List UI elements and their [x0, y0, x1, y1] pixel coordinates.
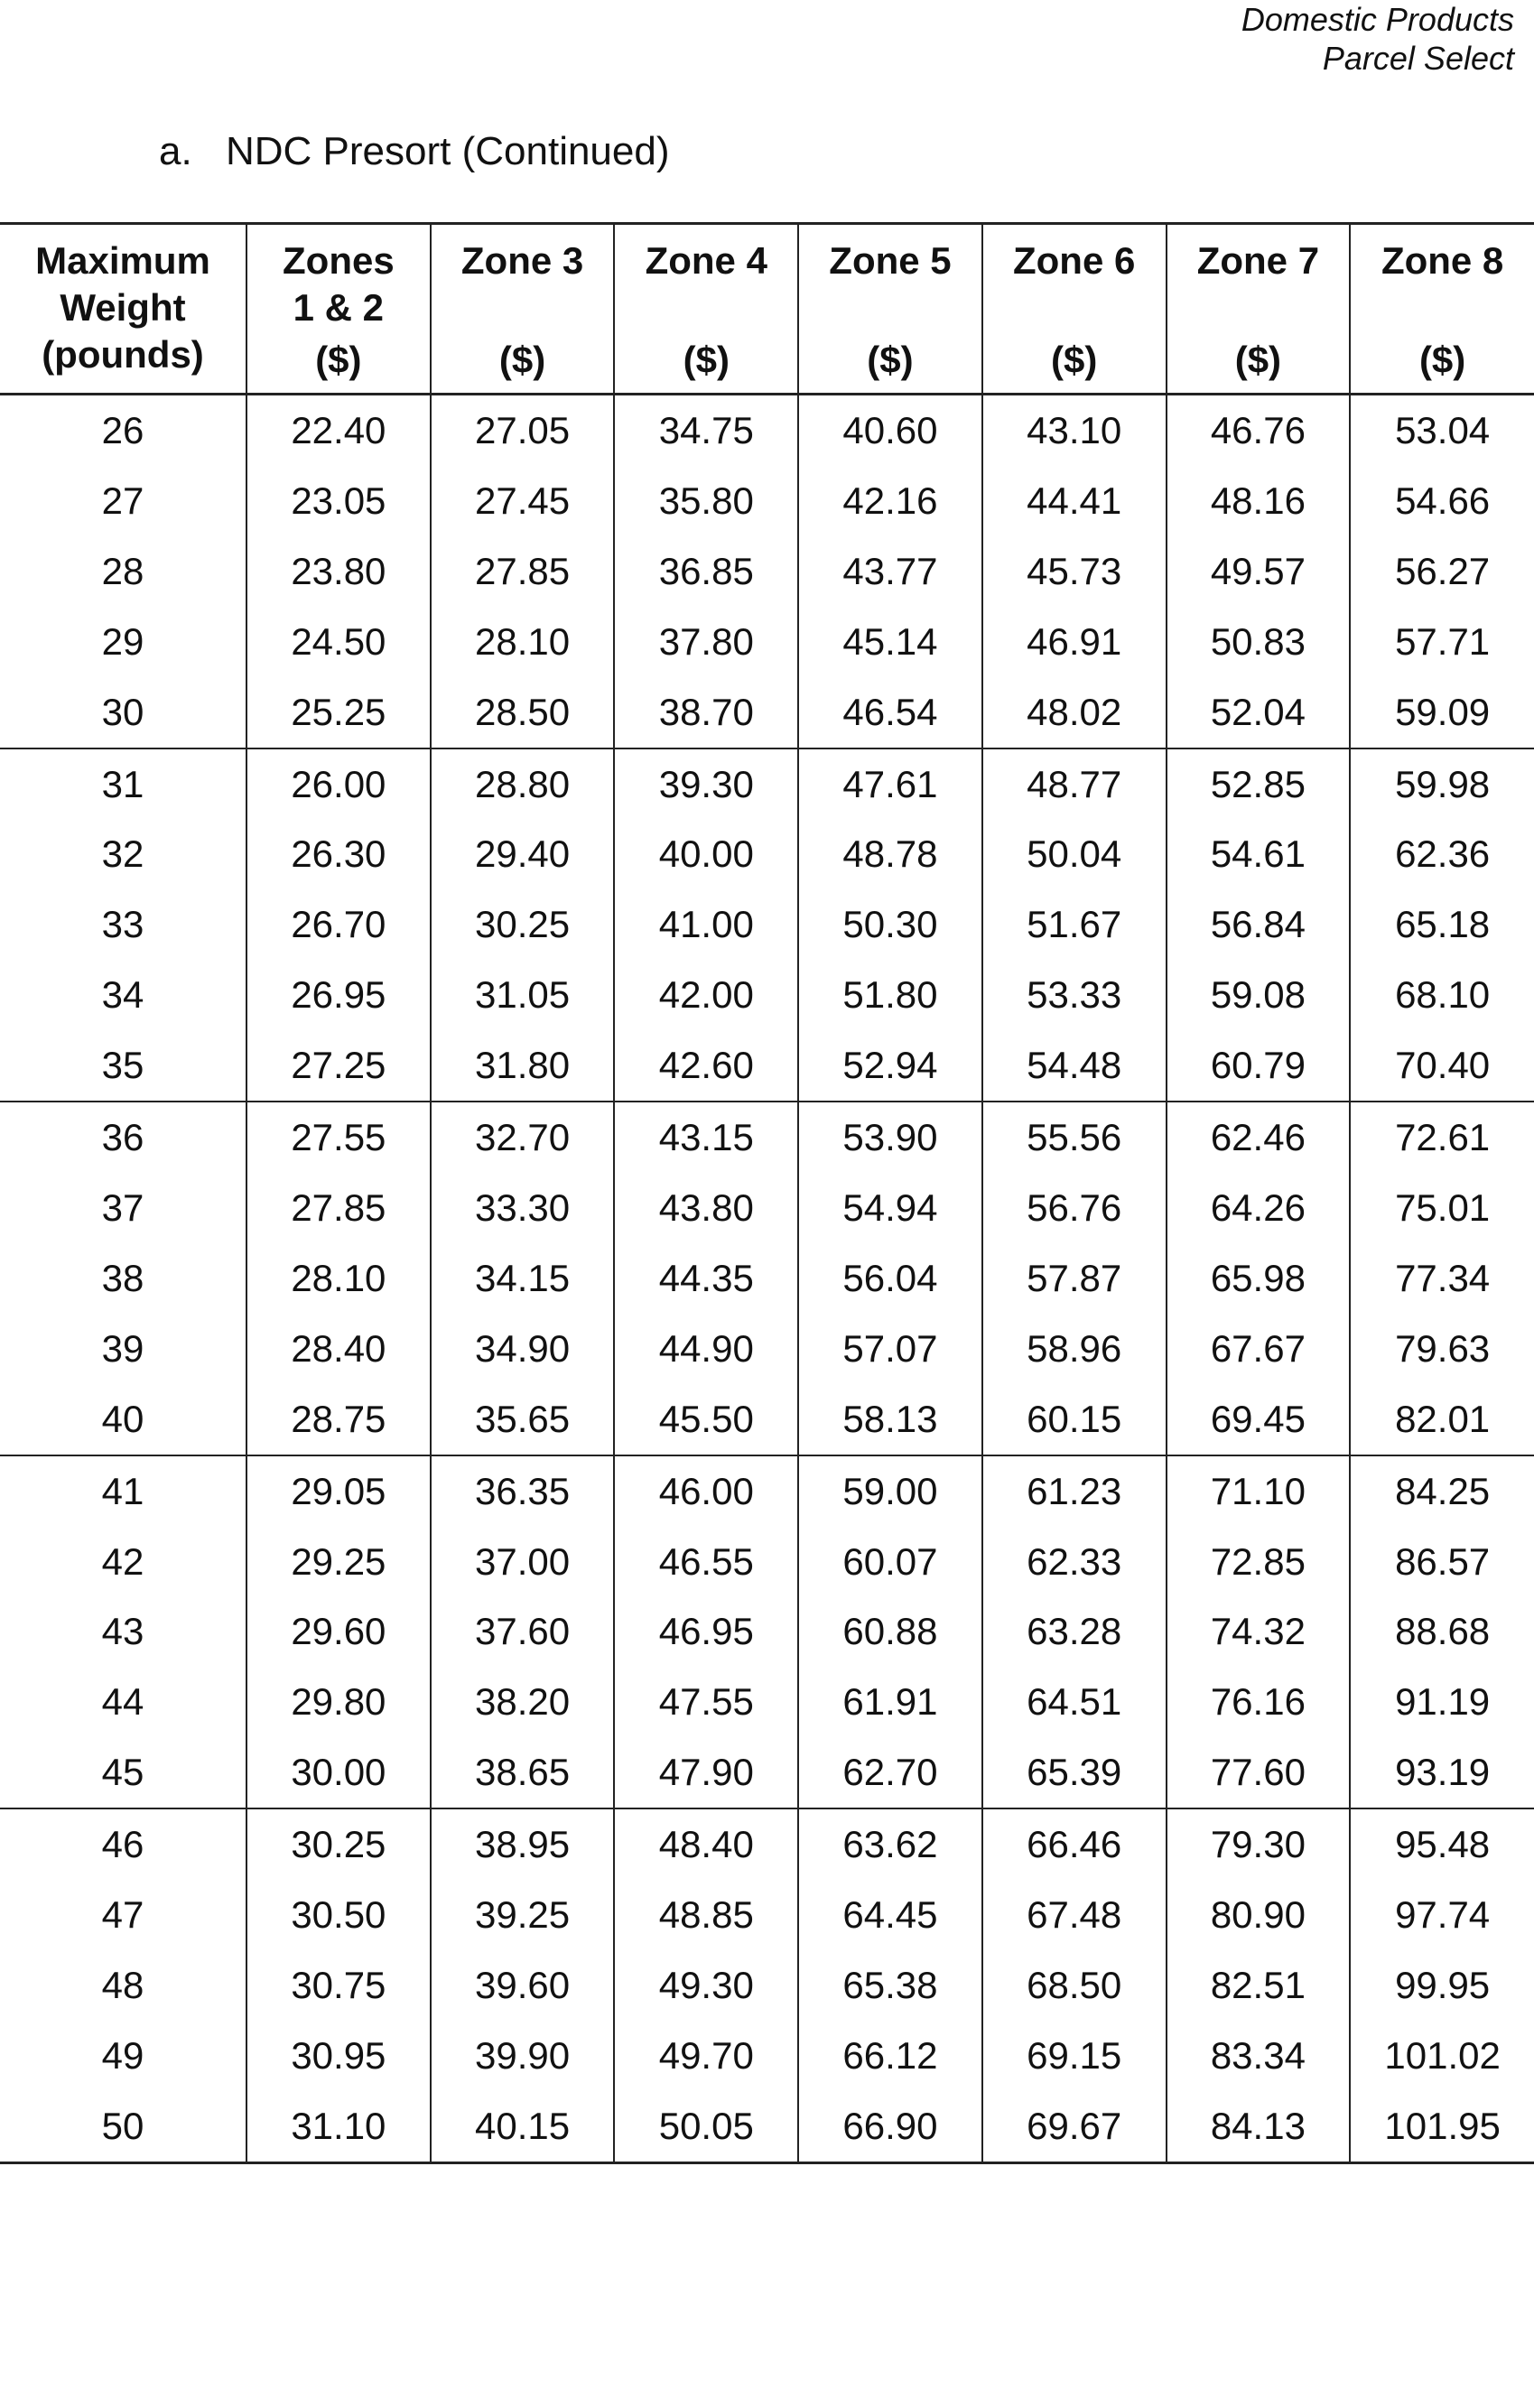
table-row: [0, 1527, 1534, 1597]
weight-cell: 48: [101, 1963, 144, 2006]
weight-cell: 26: [101, 409, 144, 451]
column-header-unit: ($): [498, 339, 546, 381]
rate-cell: 67.48: [982, 1880, 1167, 1950]
rate-cell: 26.70: [246, 889, 431, 960]
table-row: [0, 536, 1534, 607]
rate-cell: 79.30: [1167, 1808, 1351, 1880]
rate-cell: 69.67: [982, 2091, 1167, 2162]
rate-cell: 69.45: [1167, 1384, 1351, 1455]
rate-cell: 30.50: [246, 1880, 431, 1950]
column-header-label: Zone 5: [829, 239, 952, 282]
rate-cell: 37.00: [431, 1527, 615, 1597]
column-header: [982, 224, 1167, 395]
rate-cell: 42.00: [614, 960, 798, 1030]
table-row: [0, 1173, 1534, 1243]
rate-cell: 28.80: [431, 748, 615, 820]
table-row: [0, 1880, 1534, 1950]
column-header-label: 1 & 2: [293, 286, 385, 329]
section-heading: [159, 128, 670, 175]
rate-cell: 64.26: [1167, 1173, 1351, 1243]
rate-cell: 57.87: [982, 1243, 1167, 1314]
rate-cell: 68.50: [982, 1950, 1167, 2021]
column-header-unit: ($): [1234, 339, 1282, 381]
table-row: [0, 466, 1534, 536]
column-header: [798, 224, 982, 395]
rate-cell: 46.00: [614, 1455, 798, 1527]
rate-cell: 34.90: [431, 1314, 615, 1384]
rate-cell: 46.76: [1167, 395, 1351, 466]
column-header-label: Zone 4: [645, 239, 767, 282]
rate-cell: 69.15: [982, 2021, 1167, 2091]
rate-cell: 35.65: [431, 1384, 615, 1455]
rate-cell: 39.60: [431, 1950, 615, 2021]
table-row: [0, 1667, 1534, 1737]
table-row: [0, 1950, 1534, 2021]
rate-cell: 46.91: [982, 607, 1167, 677]
weight-cell: 36: [0, 1102, 246, 1173]
rate-cell: 101.95: [1350, 2091, 1534, 2162]
rate-cell: 56.84: [1167, 889, 1351, 960]
rate-cell: 86.57: [1350, 1527, 1534, 1597]
table-row: [0, 1030, 1534, 1102]
rate-cell: 29.80: [246, 1667, 431, 1737]
rate-cell: 27.55: [246, 1102, 431, 1173]
rate-cell: 66.90: [798, 2091, 982, 2162]
table-row: [0, 1102, 1534, 1173]
rate-cell: 36.85: [614, 536, 798, 607]
rate-cell: 23.05: [246, 466, 431, 536]
rate-table: [0, 222, 1534, 2164]
table-row: [0, 607, 1534, 677]
weight-cell: 27: [101, 479, 144, 522]
rate-cell: 43.77: [798, 536, 982, 607]
table-row: [0, 2091, 1534, 2162]
rate-cell: 53.33: [982, 960, 1167, 1030]
rate-cell: 34.15: [431, 1243, 615, 1314]
column-header-label: Zone 6: [1013, 239, 1136, 282]
rate-cell: 28.10: [246, 1243, 431, 1314]
rate-cell: 38.20: [431, 1667, 615, 1737]
rate-cell: 80.90: [1167, 1880, 1351, 1950]
rate-cell: 49.70: [614, 2021, 798, 2091]
rate-cell: 61.23: [982, 1455, 1167, 1527]
weight-cell: 45: [101, 1751, 144, 1794]
column-header-unit: ($): [683, 339, 730, 381]
weight-cell: 44: [101, 1680, 144, 1724]
rate-cell: 38.70: [614, 677, 798, 748]
rate-cell: 83.34: [1167, 2021, 1351, 2091]
rate-cell: 79.63: [1350, 1314, 1534, 1384]
weight-cell: 28: [101, 549, 144, 592]
rate-cell: 56.04: [798, 1243, 982, 1314]
rate-cell: 59.98: [1350, 748, 1534, 820]
rate-cell: 31.05: [431, 960, 615, 1030]
rate-cell: 45.73: [982, 536, 1167, 607]
rate-cell: 24.50: [246, 607, 431, 677]
weight-cell: 29: [101, 619, 144, 663]
rate-cell: 44.35: [614, 1243, 798, 1314]
rate-cell: 75.01: [1350, 1173, 1534, 1243]
rate-cell: 53.90: [798, 1102, 982, 1173]
column-header-unit: ($): [1418, 339, 1466, 381]
weight-cell: 37: [101, 1185, 144, 1229]
rate-cell: 47.61: [798, 748, 982, 820]
weight-cell: 42: [101, 1539, 144, 1583]
rate-cell: 29.60: [246, 1596, 431, 1667]
column-header: [614, 224, 798, 395]
rate-cell: 51.80: [798, 960, 982, 1030]
rate-cell: 28.10: [431, 607, 615, 677]
rate-cell: 50.30: [798, 889, 982, 960]
column-header: [246, 224, 431, 395]
column-header-unit: ($): [867, 339, 914, 381]
rate-cell: 43.15: [614, 1102, 798, 1173]
column-header: [1350, 224, 1534, 395]
rate-cell: 27.45: [431, 466, 615, 536]
column-header-label: Zone 3: [460, 239, 584, 282]
rate-cell: 31.80: [431, 1030, 615, 1102]
rate-cell: 64.45: [798, 1880, 982, 1950]
weight-cell: 32: [101, 832, 144, 876]
rate-cell: 56.27: [1350, 536, 1534, 607]
rate-cell: 58.13: [798, 1384, 982, 1455]
rate-cell: 66.46: [982, 1808, 1167, 1880]
table-row: [0, 2021, 1534, 2091]
column-header: [431, 224, 615, 395]
rate-cell: 28.40: [246, 1314, 431, 1384]
column-header-label: Maximum: [35, 239, 210, 282]
column-header-label: Zone 7: [1196, 239, 1320, 282]
rate-cell: 29.25: [246, 1527, 431, 1597]
rate-cell: 61.91: [798, 1667, 982, 1737]
table-row: [0, 1808, 1534, 1880]
column-header-unit: ($): [1051, 339, 1098, 381]
rate-cell: 48.40: [614, 1808, 798, 1880]
rate-cell: 30.95: [246, 2021, 431, 2091]
weight-cell: 47: [101, 1893, 144, 1937]
weight-cell: 46: [0, 1808, 246, 1880]
rate-cell: 54.66: [1350, 466, 1534, 536]
weight-cell: 41: [0, 1455, 246, 1527]
rate-cell: 37.80: [614, 607, 798, 677]
rate-cell: 47.55: [614, 1667, 798, 1737]
rate-cell: 27.85: [431, 536, 615, 607]
weight-cell: 39: [101, 1326, 144, 1370]
rate-cell: 30.00: [246, 1737, 431, 1808]
rate-cell: 71.10: [1167, 1455, 1351, 1527]
rate-cell: 37.60: [431, 1596, 615, 1667]
rate-cell: 84.13: [1167, 2091, 1351, 2162]
rate-cell: 40.60: [798, 395, 982, 466]
rate-cell: 62.33: [982, 1527, 1167, 1597]
rate-cell: 82.51: [1167, 1950, 1351, 2021]
column-header-label: Zones: [283, 239, 395, 282]
rate-cell: 62.70: [798, 1737, 982, 1808]
rate-cell: 54.48: [982, 1030, 1167, 1102]
rate-cell: 22.40: [246, 395, 431, 466]
rate-cell: 56.76: [982, 1173, 1167, 1243]
rate-cell: 59.00: [798, 1455, 982, 1527]
rate-cell: 77.34: [1350, 1243, 1534, 1314]
rate-cell: 39.30: [614, 748, 798, 820]
rate-cell: 65.98: [1167, 1243, 1351, 1314]
rate-cell: 70.40: [1350, 1030, 1534, 1102]
table-body: [0, 395, 1534, 2163]
rate-cell: 95.48: [1350, 1808, 1534, 1880]
rate-cell: 84.25: [1350, 1455, 1534, 1527]
rate-cell: 52.85: [1167, 748, 1351, 820]
rate-cell: 53.04: [1350, 395, 1534, 466]
rate-cell: 46.54: [798, 677, 982, 748]
weight-cell: 43: [101, 1610, 144, 1653]
rate-cell: 29.05: [246, 1455, 431, 1527]
rate-cell: 74.32: [1167, 1596, 1351, 1667]
header-row: [0, 224, 1534, 395]
rate-cell: 43.80: [614, 1173, 798, 1243]
rate-cell: 28.50: [431, 677, 615, 748]
table-row: [0, 1737, 1534, 1808]
rate-cell: 39.90: [431, 2021, 615, 2091]
rate-cell: 42.16: [798, 466, 982, 536]
rate-cell: 25.25: [246, 677, 431, 748]
table-header: [0, 224, 1534, 395]
weight-cell: 35: [101, 1044, 144, 1087]
rate-cell: 64.51: [982, 1667, 1167, 1737]
rate-cell: 66.12: [798, 2021, 982, 2091]
rate-cell: 59.09: [1350, 677, 1534, 748]
weight-cell: 49: [101, 2033, 144, 2077]
weight-cell: 33: [101, 903, 144, 946]
table-row: [0, 748, 1534, 820]
weight-cell: 31: [0, 748, 246, 820]
weight-cell: 34: [101, 973, 144, 1017]
rate-cell: 44.41: [982, 466, 1167, 536]
rate-cell: 77.60: [1167, 1737, 1351, 1808]
rate-cell: 99.95: [1350, 1950, 1534, 2021]
weight-cell: 38: [101, 1256, 144, 1299]
rate-cell: 26.95: [246, 960, 431, 1030]
rate-cell: 36.35: [431, 1455, 615, 1527]
rate-cell: 101.02: [1350, 2021, 1534, 2091]
rate-cell: 67.67: [1167, 1314, 1351, 1384]
rate-cell: 31.10: [246, 2091, 431, 2162]
rate-cell: 33.30: [431, 1173, 615, 1243]
rate-cell: 60.79: [1167, 1030, 1351, 1102]
rate-cell: 28.75: [246, 1384, 431, 1455]
rate-cell: 45.50: [614, 1384, 798, 1455]
rate-cell: 46.55: [614, 1527, 798, 1597]
column-header: [1167, 224, 1351, 395]
table-row: [0, 1596, 1534, 1667]
rate-cell: 30.75: [246, 1950, 431, 2021]
rate-cell: 76.16: [1167, 1667, 1351, 1737]
rate-cell: 63.62: [798, 1808, 982, 1880]
rate-cell: 49.57: [1167, 536, 1351, 607]
rate-cell: 48.16: [1167, 466, 1351, 536]
rate-cell: 26.30: [246, 819, 431, 889]
rate-cell: 38.95: [431, 1808, 615, 1880]
rate-cell: 97.74: [1350, 1880, 1534, 1950]
table-row: [0, 1384, 1534, 1455]
rate-cell: 30.25: [431, 889, 615, 960]
rate-cell: 52.94: [798, 1030, 982, 1102]
column-header: [0, 224, 246, 395]
rate-cell: 55.56: [982, 1102, 1167, 1173]
rate-cell: 57.07: [798, 1314, 982, 1384]
rate-cell: 40.00: [614, 819, 798, 889]
running-header-product: Domestic Products: [1241, 1, 1514, 38]
rate-cell: 68.10: [1350, 960, 1534, 1030]
weight-cell: 40: [101, 1397, 144, 1440]
table-row: [0, 819, 1534, 889]
rate-cell: 52.04: [1167, 677, 1351, 748]
rate-cell: 65.39: [982, 1737, 1167, 1808]
rate-cell: 88.68: [1350, 1596, 1534, 1667]
rate-cell: 54.94: [798, 1173, 982, 1243]
rate-cell: 39.25: [431, 1880, 615, 1950]
rate-cell: 23.80: [246, 536, 431, 607]
rate-cell: 93.19: [1350, 1737, 1534, 1808]
rate-cell: 54.61: [1167, 819, 1351, 889]
rate-cell: 72.61: [1350, 1102, 1534, 1173]
rate-cell: 65.38: [798, 1950, 982, 2021]
running-header-section: Parcel Select: [1322, 40, 1514, 77]
table-row: [0, 677, 1534, 748]
table-row: [0, 889, 1534, 960]
rate-cell: 38.65: [431, 1737, 615, 1808]
rate-cell: 46.95: [614, 1596, 798, 1667]
table-row: [0, 1455, 1534, 1527]
weight-cell: 50: [0, 2091, 246, 2162]
rate-cell: 65.18: [1350, 889, 1534, 960]
column-header-label: (pounds): [42, 333, 204, 376]
rate-cell: 59.08: [1167, 960, 1351, 1030]
table-row: [0, 1314, 1534, 1384]
rate-cell: 48.85: [614, 1880, 798, 1950]
rate-cell: 62.36: [1350, 819, 1534, 889]
rate-cell: 29.40: [431, 819, 615, 889]
rate-cell: 82.01: [1350, 1384, 1534, 1455]
table-row: [0, 395, 1534, 466]
rate-cell: 58.96: [982, 1314, 1167, 1384]
rate-cell: 32.70: [431, 1102, 615, 1173]
rate-cell: 60.88: [798, 1596, 982, 1667]
rate-cell: 40.15: [431, 2091, 615, 2162]
rate-cell: 51.67: [982, 889, 1167, 960]
rate-cell: 50.05: [614, 2091, 798, 2162]
column-header-label: Zone 8: [1381, 239, 1504, 282]
rate-cell: 48.02: [982, 677, 1167, 748]
rate-cell: 41.00: [614, 889, 798, 960]
table-row: [0, 960, 1534, 1030]
rate-cell: 57.71: [1350, 607, 1534, 677]
column-header-unit: ($): [315, 339, 362, 381]
rate-cell: 27.25: [246, 1030, 431, 1102]
rate-cell: 62.46: [1167, 1102, 1351, 1173]
rate-cell: 50.83: [1167, 607, 1351, 677]
rate-cell: 91.19: [1350, 1667, 1534, 1737]
rate-cell: 47.90: [614, 1737, 798, 1808]
running-header: [1241, 0, 1514, 78]
section-title: NDC Presort (Continued): [226, 129, 670, 173]
rate-cell: 42.60: [614, 1030, 798, 1102]
rate-cell: 49.30: [614, 1950, 798, 2021]
rate-cell: 60.15: [982, 1384, 1167, 1455]
rate-cell: 30.25: [246, 1808, 431, 1880]
rate-cell: 60.07: [798, 1527, 982, 1597]
rate-cell: 27.85: [246, 1173, 431, 1243]
rate-cell: 43.10: [982, 395, 1167, 466]
rate-cell: 44.90: [614, 1314, 798, 1384]
rate-cell: 48.78: [798, 819, 982, 889]
rate-cell: 34.75: [614, 395, 798, 466]
rate-cell: 63.28: [982, 1596, 1167, 1667]
rate-cell: 45.14: [798, 607, 982, 677]
section-marker: a.: [159, 129, 192, 173]
weight-cell: 30: [101, 690, 144, 733]
rate-cell: 48.77: [982, 748, 1167, 820]
rate-cell: 26.00: [246, 748, 431, 820]
rate-cell: 35.80: [614, 466, 798, 536]
rate-cell: 50.04: [982, 819, 1167, 889]
column-header-label: Weight: [60, 286, 186, 329]
rate-cell: 72.85: [1167, 1527, 1351, 1597]
rate-cell: 27.05: [431, 395, 615, 466]
table-row: [0, 1243, 1534, 1314]
